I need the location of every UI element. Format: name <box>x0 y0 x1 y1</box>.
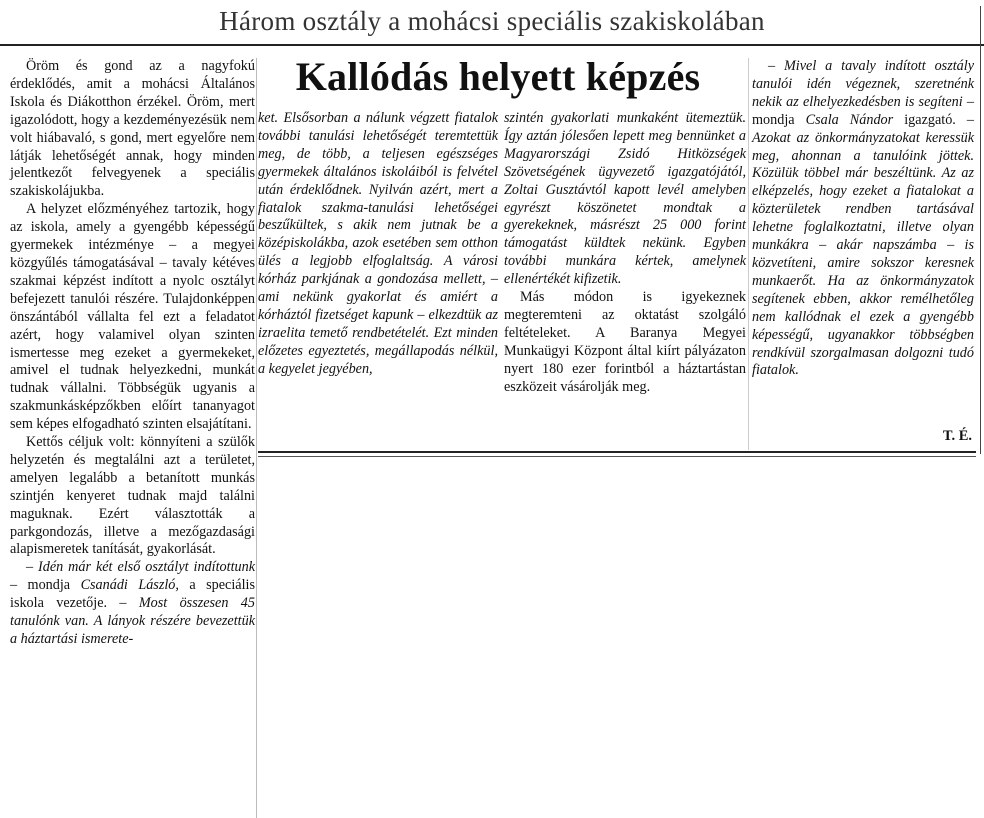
speaker-name: Csanádi László, <box>80 577 179 594</box>
col4-paragraph-1 <box>752 58 974 380</box>
col3-paragraph-1: szintén gyakorlati munkaként ütemeztük. Így aztán jólesően lepett meg bennünket a Magyarországi Zsidó Hitközségek Szövetségének ügyvezető igazgatójától, Zoltai Gusztávtól kapott levél amelyben egyrészt köszönetet mondtak a gyerekeknek, másrészt 25 000 forint támogatást küldtek nekünk. Egyben további munkára kértek, amelynek ellenértékét kifizetik. <box>504 110 746 288</box>
quote-plain-a: – mondja <box>10 577 81 594</box>
quote-plain-b: a speciális iskola vezetője. <box>10 577 255 612</box>
col4-quote-italic-a: – Mivel a tavaly indított osztály tanulói idén végeznek, szeretnénk nekik az elhelyezkedésben is segíteni <box>752 58 974 110</box>
quote-italic-c: – Most összesen 45 tanulónk van. A lányok részére bevezettük a háztartási ismerete- <box>10 595 255 647</box>
bottom-rule-thin <box>258 456 976 457</box>
article-column-4 <box>752 58 974 380</box>
col4-quote-plain-a: – mondja <box>752 93 974 128</box>
column-divider-1 <box>256 58 257 818</box>
col4-speaker-name: Csala Nándor <box>805 111 894 128</box>
article-column-2 <box>258 110 498 379</box>
col1-paragraph-4 <box>10 559 255 649</box>
col1-paragraph-1: Öröm és gond az a nagyfokú érdeklődés, amit a mohácsi Általános Iskola és Diákotthon érzékel. Öröm, mert igazolódott, hogy a kezdeményezésük nem volt hiábavaló, s gond, mert egyelőre nem látják lehetőségét annak, hogy minden jelentkezőt felvegyenek a speciális szakiskolájukba. <box>10 58 255 200</box>
column-divider-3 <box>748 58 749 450</box>
quote-italic-a: – Idén már két első osztályt indítottunk <box>26 559 255 576</box>
col2-paragraph-1: ket. Elsősorban a nálunk végzett fiatalok további tanulási lehetőségét teremtettük meg, de több, a teljesen egészséges gyermekek általános iskoláiból is felvétel után érdeklődnek. Nyilván azért, mert a fiatalok szakma-tanulási lehetőségei beszűkültek, s akik nem jutnak be a középiskolákba, azok esetében sem otthon ülés a legjobb elfoglaltság. A városi kórház parkjának a gondozása mellett, – ami nekünk gyakorlat és amiért a kórháztól fizetséget kapunk – elkezdtük az izraelita temető rendbetételét. Ezt minden előzetes egyeztetés, megállapodás nélkül, a kegyelet jegyében, <box>258 110 498 377</box>
top-rule <box>0 44 984 46</box>
col4-quote-italic-c: – Azokat az önkormányzatokat keressük meg, ahonnan a tanulóink jöttek. Közülük többel már beszéltünk. Az az elképzelés, hogy ezeket a fiatalokat a közterületek rendben tartásával lehetne foglalkoztatni, illetve olyan munkákra – akár napszámba – is közvetíteni, amire sokszor keresnek munkaerőt. Ha az önkormányzatok segítenek ebben, akkor remélhetőleg nem kallódnak el ezek a gyengébb képességű, ugyanakkor többségben rendkívül szorgalmasan dolgozni tudó fiatalok. <box>752 111 974 379</box>
kicker: Három osztály a mohácsi speciális szakiskolában <box>219 6 765 36</box>
article-column-1 <box>10 58 255 649</box>
author-signature: T. É. <box>942 428 972 444</box>
bottom-rule <box>258 451 976 453</box>
article-column-3 <box>504 110 746 397</box>
col3-paragraph-2: Más módon is igyekeznek megteremteni az oktatást szolgáló feltételeket. A Baranya Megyei Munkaügyi Központ által kiírt pályázaton nyert 180 ezer forintból a háztartástan eszközeit vásárolják meg. <box>504 289 746 395</box>
headline: Kallódás helyett képzés <box>295 54 701 99</box>
col4-quote-plain-b: igazgató. <box>893 111 967 128</box>
col1-paragraph-2: A helyzet előzményéhez tartozik, hogy az iskola, amely a gyengébb képességű gyermekek intézménye – a megyei közgyűlés támogatásával – tavaly kétéves szakmai képzést indított a nyolc osztályt befejezett tanulói részére. Tulajdonképpen önszántából vállalta fel ezt a feladatot azért, hogy valamivel olyan szinten ismertesse meg ezeket a gyermekeket, amivel el tudnak helyezkedni, munkát tudnak vállalni. Többségük ugyanis a szakmunkásképzőkben előírt tananyagot sem képes elfogadható szinten elsajátítani. <box>10 201 255 433</box>
col1-paragraph-3: Kettős céljuk volt: könnyíteni a szülők helyzetén és megtalálni azt a területet, amelyen legalább a betanított munkás szintjén kenyeret tudnak majd találni maguknak. Ezért választották a parkgondozás, illetve a mezőgazdasági alapismeretek tanítását, gyakorlását. <box>10 434 255 558</box>
right-border <box>980 6 981 454</box>
